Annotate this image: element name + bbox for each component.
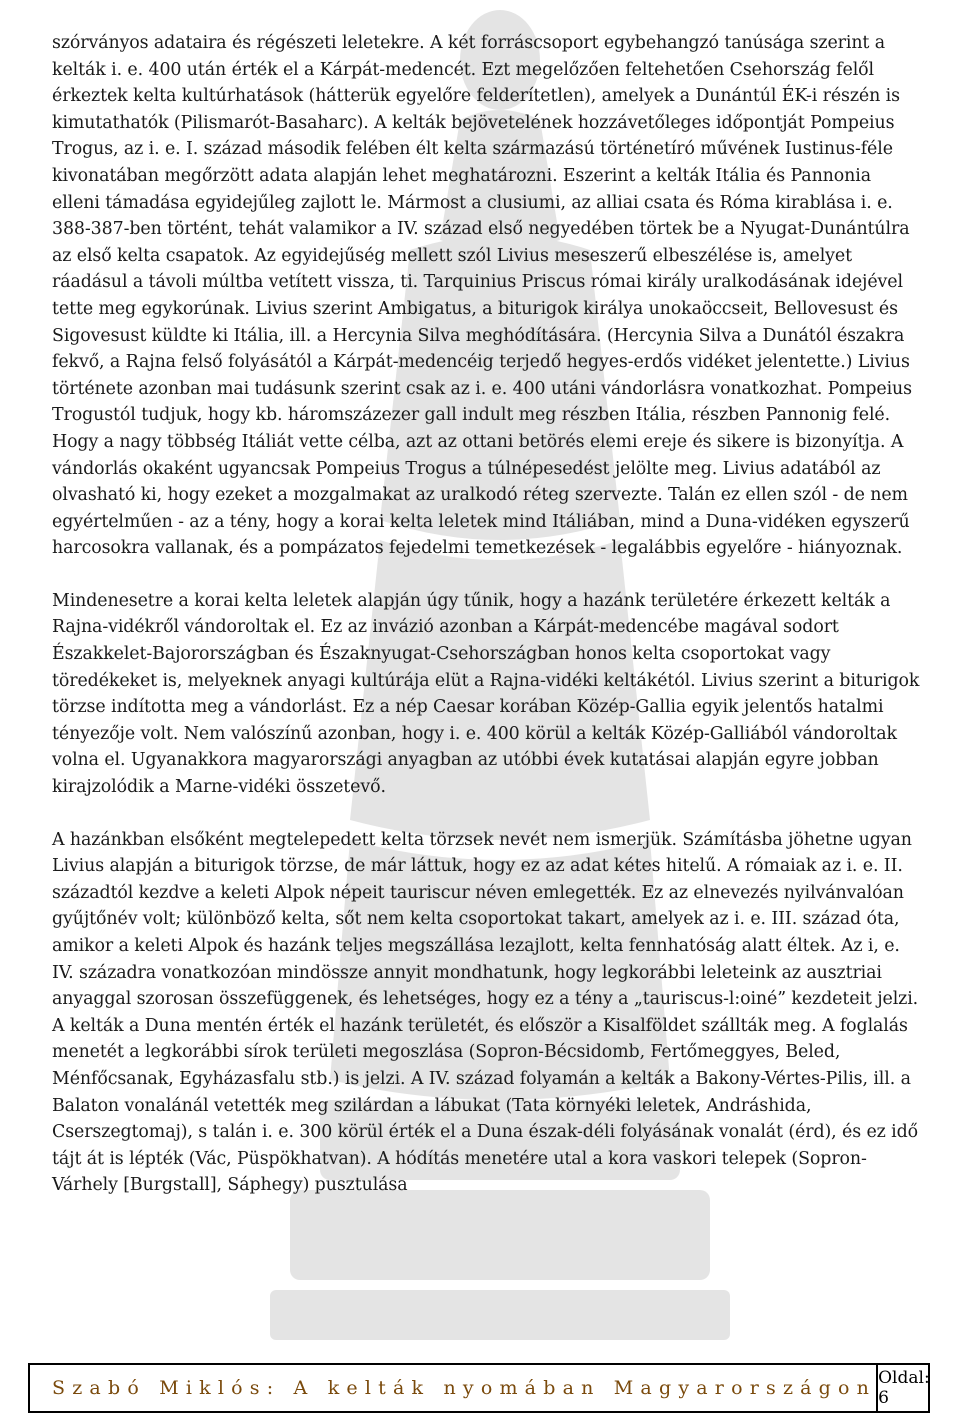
footer-title: Szabó Miklós: A kelták nyomában Magyarországon [52,1377,877,1399]
paragraph-spacer [52,801,922,827]
page-number: Oldal: 6 [878,1368,930,1408]
page-footer [28,1363,930,1413]
footer-title-box [30,1365,878,1411]
document-body [52,30,922,1199]
paragraph-1: szórványos adataira és régészeti leletekre. A két forráscsoport egybehangzó tanúsága szerint a kelták i. e. 400 után érték el a Kárpát-medencét. Ezt megelőzően feltehetően Csehország felől érkeztek kelta kultúrhatások (hátterük egyelőre felderítetlen), amelyek a Dunántúl ÉK-i részén is kimutathatók (Pilismarót-Basaharc). A kelták bejövetelének hozzávetőleges időpontját Pompeius Trogus, az i. e. I. század második felében élt kelta származású történetíró művének Iustinus-féle kivonatában megőrzött adata alapján lehet meghatározni. Eszerint a kelták Itália és Pannonia elleni támadása egyidejűleg zajlott le. Mármost a clusiumi, az alliai csata és Róma kirablása i. e. 388-387-ben történt, tehát valamikor a IV. század első negyedében törtek be a Nyugat-Dunántúlra az első kelta csapatok. Az egyidejűség mellett szól Livius meseszerű elbeszélése is, amelyet ráadásul a távoli múltba vetített vissza, ti. Tarquinius Priscus római király uralkodásának idejével tette meg egykorúnak. Livius szerint Ambigatus, a biturigok királya unokaöccseit, Bellovesust és Sigovesust küldte ki Itália, ill. a Hercynia Silva meghódítására. (Hercynia Silva a Dunától északra fekvő, a Rajna felső folyásától a Kárpát-medencéig terjedő hegyes-erdős vidéket jelentette.) Livius története azonban mai tudásunk szerint csak az i. e. 400 utáni vándorlásra vonatkozhat. Pompeius Trogustól tudjuk, hogy kb. háromszázezer gall indult meg részben Itália, részben Pannonig felé. Hogy a nagy többség Itáliát vette célba, azt az ottani betörés elemi ereje és sikere is bizonyítja. A vándorlás okaként ugyancsak Pompeius Trogus a túlnépesedést jelölte meg. Livius adatából az olvasható ki, hogy ezeket a mozgalmakat az uralkodó réteg szervezte. Talán ez ellen szól - de nem egyértelműen - az a tény, hogy a korai kelta leletek mind Itáliában, mind a Duna-vidéken egyszerű harcosokra vallanak, és a pompázatos fejedelmi temetkezések - legalábbis egyelőre - hiányoznak. [52,33,912,559]
footer-page-box [878,1365,930,1411]
paragraph-3: A hazánkban elsőként megtelepedett kelta törzsek nevét nem ismerjük. Számításba jöhetne ugyan Livius alapján a biturigok törzse, de már láttuk, hogy ez az adat kétes hitelű. A rómaiak az i. e. II. századtól kezdve a keleti Alpok népeit tauriscur néven emlegették. Ez az elnevezés nyilvánvalóan gyűjtőnév volt; különböző kelta, sőt nem kelta csoportokat takart, amelyek az i. e. III. század óta, amikor a keleti Alpok és hazánk teljes megszállása lezajlott, kelta fennhatóság alatt éltek. Az i, e. IV. századra vonatkozóan mindössze annyit mondhatunk, hogy legkorábbi leleteink az ausztriai anyaggal szorosan összefüggenek, és lehetséges, hogy ez a tény a „tauriscus-l:oiné” kezdeteit jelzi. A kelták a Duna mentén érték el hazánk területét, és először a Kisalföldet szállták meg. A foglalás menetét a legkorábbi sírok területi megoszlása (Sopron-Bécsidomb, Fertőmeggyes, Beled, Ménfőcsanak, Egyházasfalu stb.) is jelzi. A IV. század folyamán a kelták a Bakony-Vértes-Pilis, ill. a Balaton vonalánál vetették meg szilárdan a lábukat (Tata környéki leletek, Andráshida, Cserszegtomaj), s talán i. e. 300 körül érték el a Duna észak-déli folyásának vonalát (érd), és ez idő tájt át is lépték (Vác, Püspökhatvan). A hódítás menetére utal a kora vaskori telepek (Sopron-Várhely [Burgstall], Sáphegy) pusztulása [52,829,919,1196]
paragraph-2: Mindenesetre a korai kelta leletek alapján úgy tűnik, hogy a hazánk területére érkezett kelták a Rajna-vidékről vándoroltak el. Ez az invázió azonban a Kárpát-medencébe magával sodort Északkelet-Bajorországban és Északnyugat-Csehországban honos kelta csoportokat vagy töredékeket is, melyeknek anyagi kultúrája elüt a Rajna-vidéki keltákétól. Livius szerint a biturigok törzse indította meg a vándorlást. Ez a nép Caesar korában Közép-Gallia egyik jelentős hatalmi tényezője volt. Nem valószínű azonban, hogy i. e. 400 körül a kelták Közép-Galliából vándoroltak volna el. Ugyanakkora magyarországi anyagban az utóbbi évek kutatásai alapján egyre jobban kirajzolódik a Marne-vidéki összetevő. [52,590,920,798]
paragraph-spacer [52,562,922,588]
